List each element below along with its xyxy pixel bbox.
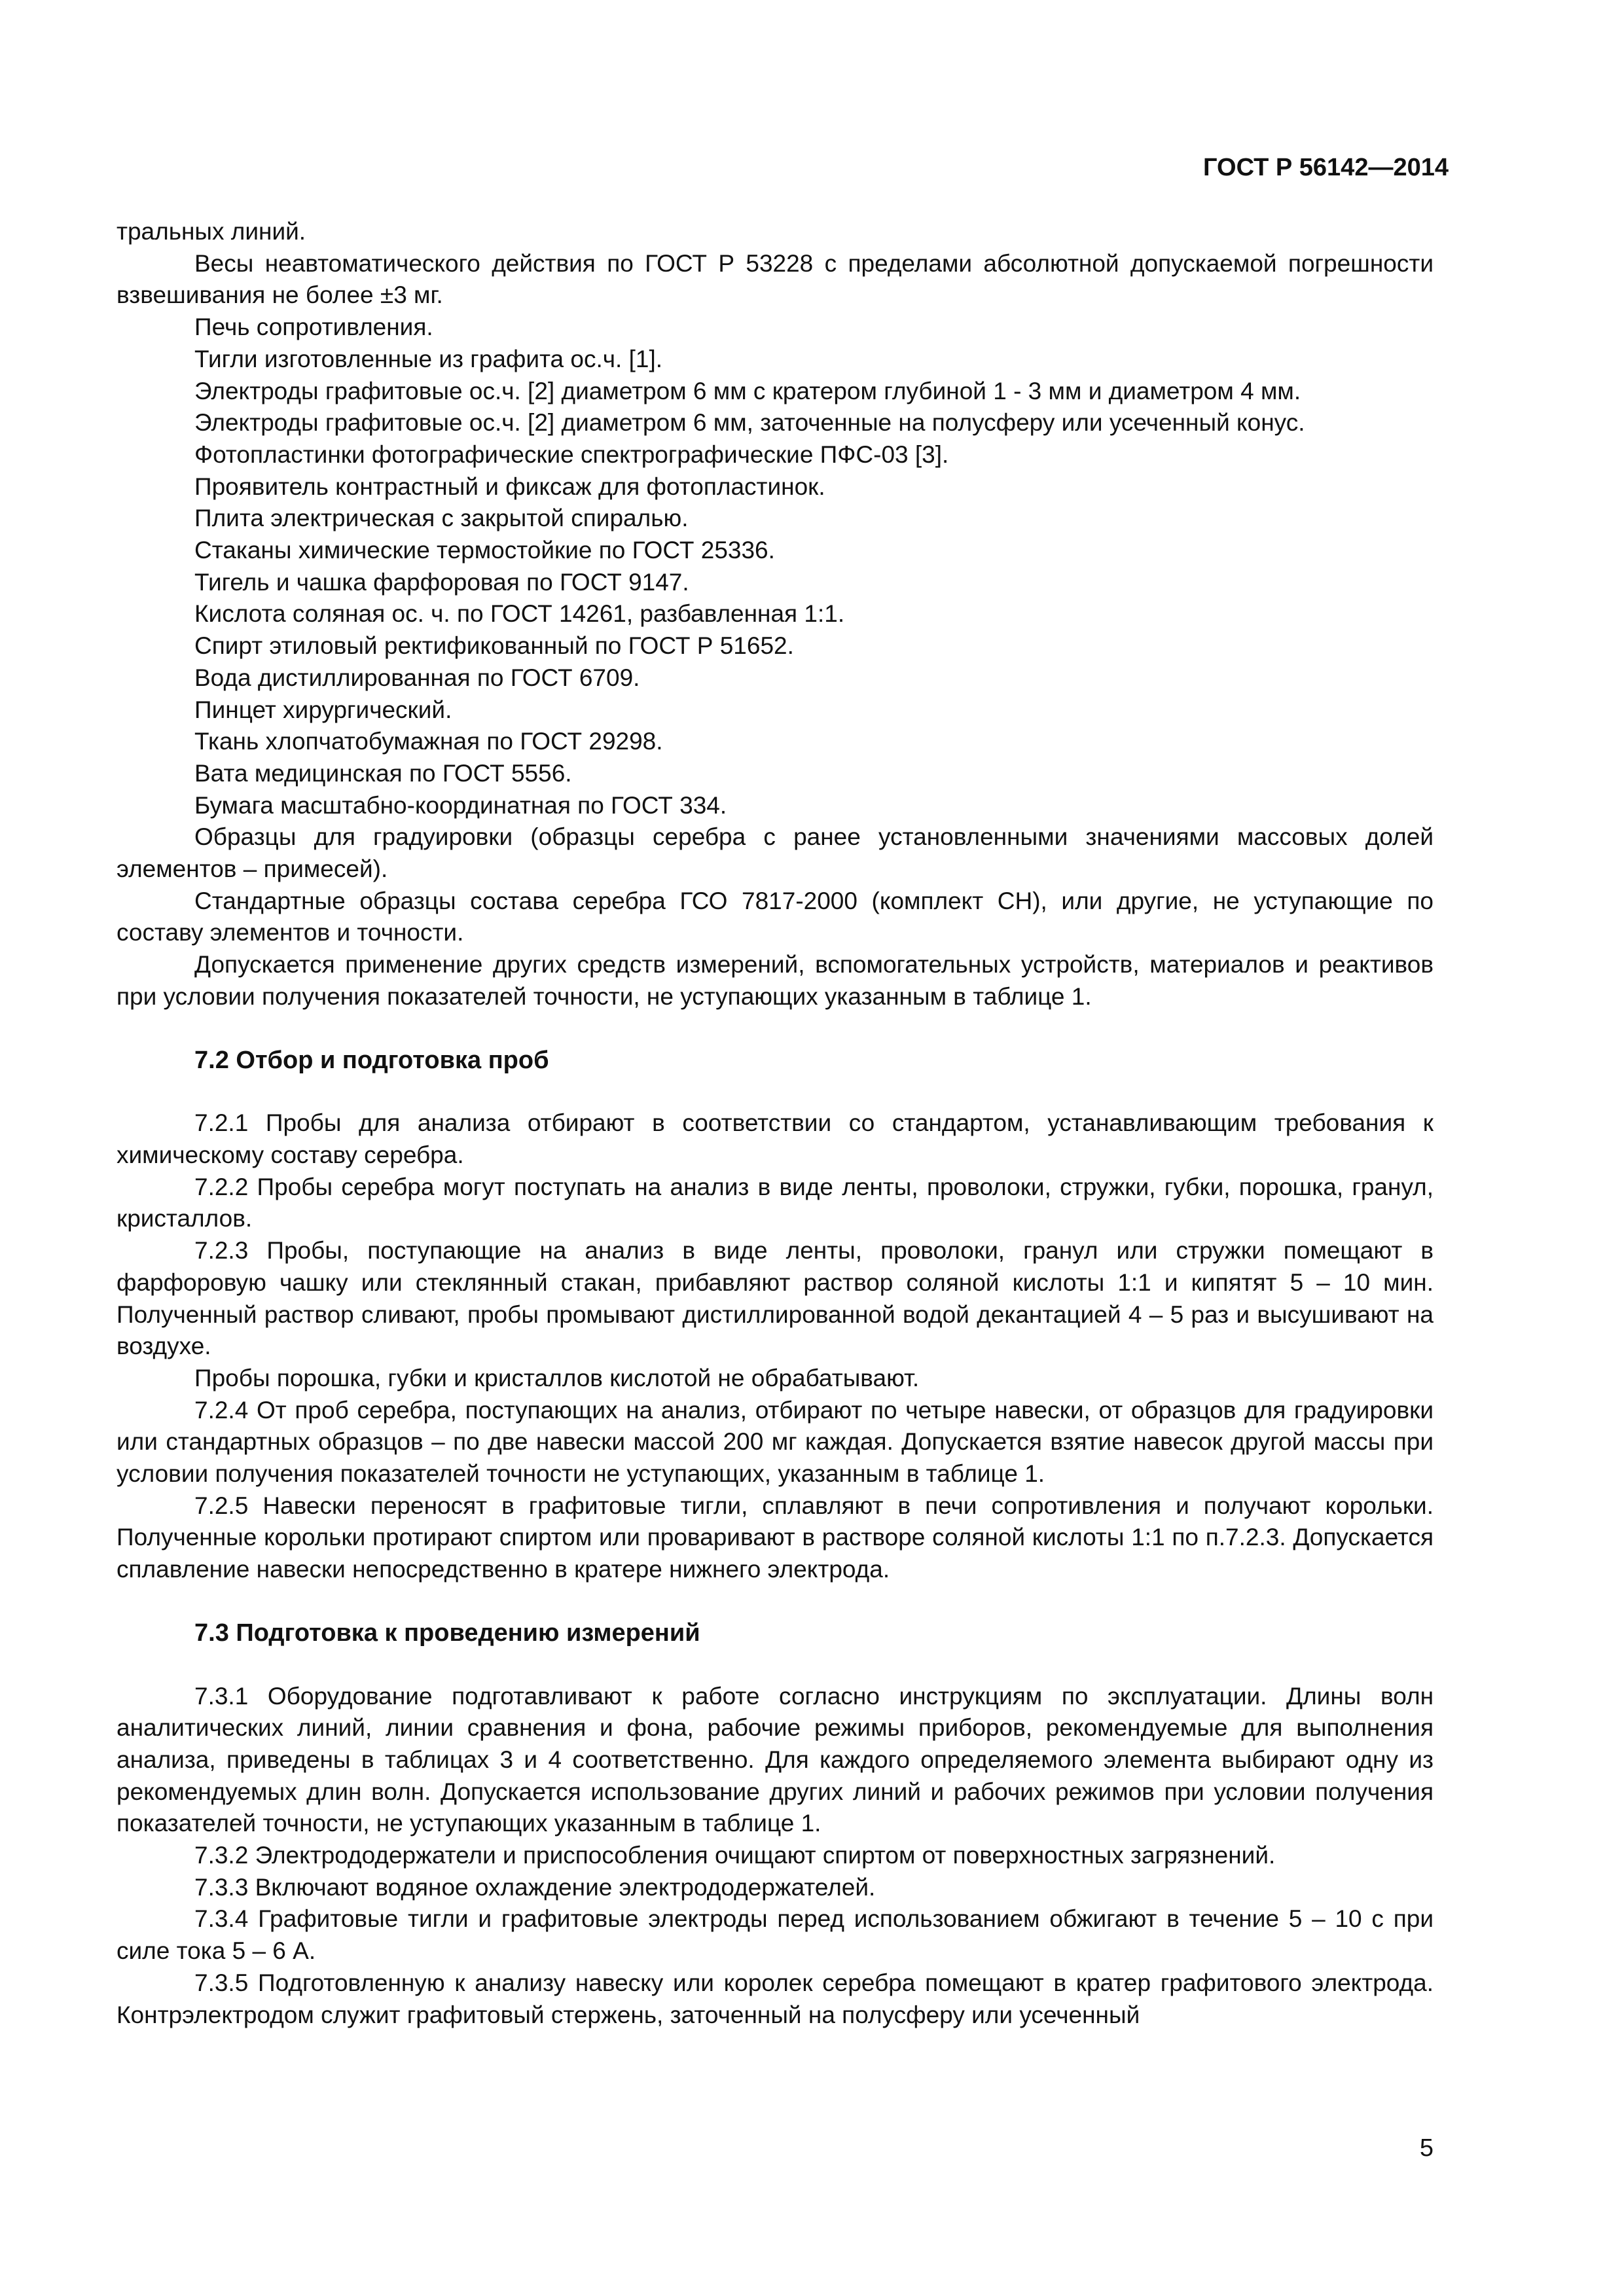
paragraph: Фотопластинки фотографические спектрографические ПФС-03 [3].	[194, 440, 949, 468]
section-7-2-title: 7.2 Отбор и подготовка проб	[194, 1046, 549, 1074]
paragraph: Стандартные образцы состава серебра ГСО 7817-2000 (комплект СН), или другие, не уступающие по составу элементов и точности.	[117, 887, 1434, 946]
paragraph: Вода дистиллированная по ГОСТ 6709.	[194, 664, 640, 691]
page-number: 5	[1419, 2134, 1434, 2162]
paragraph: Тигли изготовленные из графита ос.ч. [1].	[194, 345, 663, 372]
section-7-2-body	[117, 1107, 1434, 1586]
paragraph: Пинцет хирургический.	[194, 696, 452, 723]
paragraph: 7.2.2 Пробы серебра могут поступать на анализ в виде ленты, проволоки, стружки, губки, порошка, гранул, кристаллов.	[117, 1173, 1434, 1232]
document-code-header: ГОСТ Р 56142—2014	[1203, 154, 1449, 181]
paragraph: 7.3.1 Оборудование подготавливают к работе согласно инструкциям по эксплуатации. Длины волн аналитических линий, линии сравнения и фона, рабочие режимы приборов, рекомендуемые для выполнения анализа, приведены в таблицах 3 и 4 соответственно. Для каждого определяемого элемента выбирают одну из рекомендуемых длин волн. Допускается использование других линий и рабочих режимов при условии получения показателей точности, не уступающих указанным в таблице 1.	[117, 1682, 1434, 1837]
paragraph: Весы неавтоматического действия по ГОСТ Р 53228 с пределами абсолютной допускаемой погрешности взвешивания не более ±3 мг.	[117, 249, 1434, 309]
section-7-3-body	[117, 1681, 1434, 2032]
paragraph: Электроды графитовые ос.ч. [2] диаметром 6 мм с кратером глубиной 1 - 3 мм и диаметром 4 мм.	[194, 377, 1301, 404]
paragraph: Стаканы химические термостойкие по ГОСТ 25336.	[194, 537, 775, 564]
section-7-1-list	[117, 216, 1434, 1013]
paragraph: Образцы для градуировки (образцы серебра с ранее установленными значениями массовых долей элементов – примесей).	[117, 823, 1434, 883]
paragraph: Вата медицинская по ГОСТ 5556.	[194, 759, 572, 787]
paragraph: 7.2.4 От проб серебра, поступающих на анализ, отбирают по четыре навески, от образцов для градуировки или стандартных образцов – по две навески массой 200 мг каждая. Допускается взятие навесок другой массы при условии получения показателей точности не уступающих, указанным в таблице 1.	[117, 1396, 1434, 1488]
paragraph: тральных линий.	[117, 218, 306, 245]
paragraph: 7.3.4 Графитовые тигли и графитовые электроды перед использованием обжигают в течение 5 – 10 с при силе тока 5 – 6 А.	[117, 1905, 1434, 1965]
paragraph: Бумага масштабно-координатная по ГОСТ 334.	[194, 791, 727, 819]
paragraph: Кислота соляная ос. ч. по ГОСТ 14261, разбавленная 1:1.	[194, 600, 845, 628]
paragraph: 7.3.3 Включают водяное охлаждение электрододержателей.	[194, 1873, 876, 1901]
paragraph: 7.2.5 Навески переносят в графитовые тигли, сплавляют в печи сопротивления и получают корольки. Полученные корольки протирают спиртом или проваривают в растворе соляной кислоты 1:1 по п.7.2.3. Допускается сплавление навески непосредственно в кратере нижнего электрода.	[117, 1492, 1434, 1583]
paragraph: Печь сопротивления.	[194, 314, 433, 341]
paragraph: 7.2.3 Пробы, поступающие на анализ в виде ленты, проволоки, гранул или стружки помещают в фарфоровую чашку или стеклянный стакан, прибавляют раствор соляной кислоты 1:1 и кипятят 5 – 10 мин. Полученный раствор сливают, пробы промывают дистиллированной водой декантацией 4 – 5 раз и высушивают на воздухе.	[117, 1237, 1434, 1360]
page-content	[117, 216, 1434, 2031]
section-7-3-title: 7.3 Подготовка к проведению измерений	[194, 1619, 700, 1647]
paragraph: Электроды графитовые ос.ч. [2] диаметром 6 мм, заточенные на полусферу или усеченный конус.	[194, 409, 1305, 437]
paragraph: 7.3.5 Подготовленную к анализу навеску или королек серебра помещают в кратер графитового электрода. Контрэлектродом служит графитовый стержень, заточенный на полусферу или усеченный	[117, 1969, 1434, 2028]
paragraph: Пробы порошка, губки и кристаллов кислотой не обрабатывают.	[194, 1364, 920, 1391]
paragraph: 7.3.2 Электрододержатели и приспособления очищают спиртом от поверхностных загрязнений.	[194, 1842, 1276, 1869]
paragraph: Спирт этиловый ректификованный по ГОСТ Р 51652.	[194, 632, 794, 660]
paragraph: Тигель и чашка фарфоровая по ГОСТ 9147.	[194, 568, 689, 596]
paragraph: Плита электрическая с закрытой спиралью.	[194, 505, 689, 532]
paragraph: Проявитель контрастный и фиксаж для фотопластинок.	[194, 473, 825, 500]
paragraph: Ткань хлопчатобумажная по ГОСТ 29298.	[194, 728, 663, 755]
paragraph: 7.2.1 Пробы для анализа отбирают в соответствии со стандартом, устанавливающим требования к химическому составу серебра.	[117, 1109, 1434, 1168]
paragraph: Допускается применение других средств измерений, вспомогательных устройств, материалов и реактивов при условии получения показателей точности, не уступающих указанным в таблице 1.	[117, 951, 1434, 1010]
